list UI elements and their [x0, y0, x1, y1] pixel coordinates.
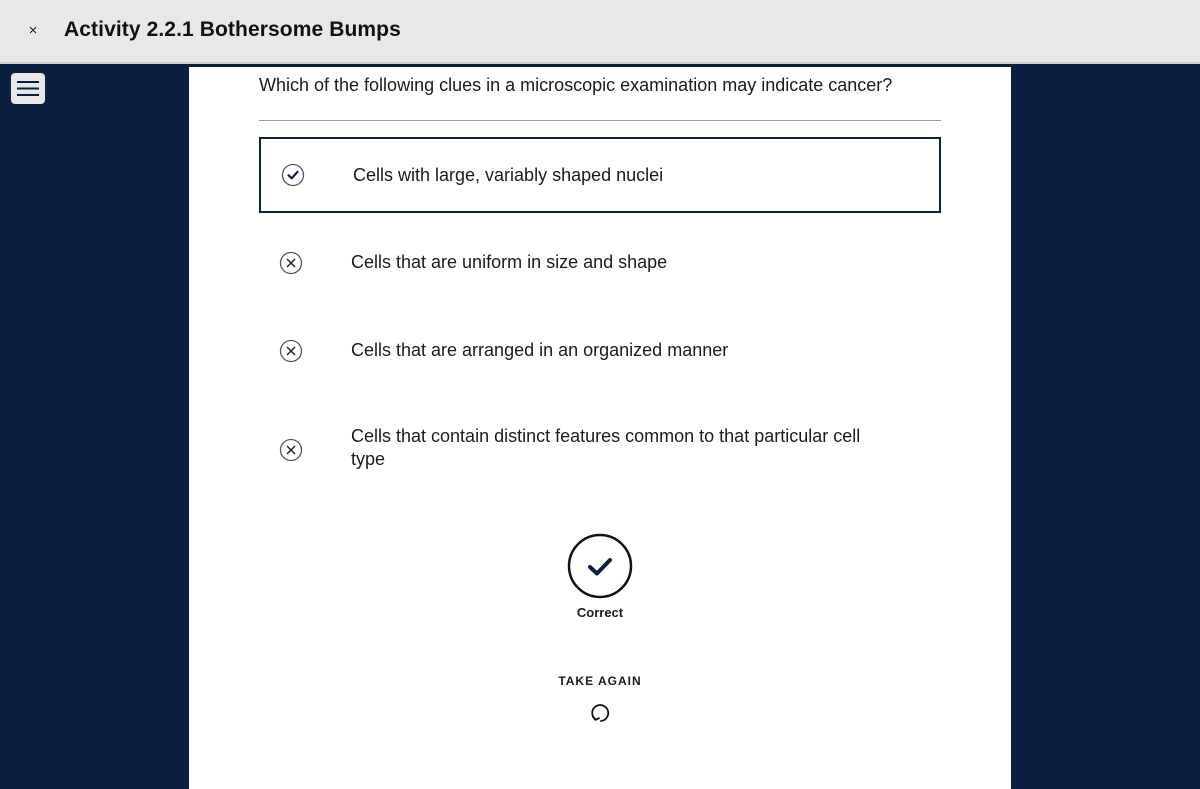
question-text: Which of the following clues in a microscopic examination may indicate cancer?: [259, 75, 893, 95]
retry-icon[interactable]: [587, 700, 613, 726]
answer-option-3[interactable]: [259, 315, 941, 387]
hamburger-menu-icon: [11, 73, 45, 104]
answer-option-label: Cells that contain distinct features common to that particular cell type: [351, 426, 861, 469]
answer-option-4[interactable]: [259, 403, 941, 487]
x-circle-icon: [279, 438, 303, 462]
answer-option-2[interactable]: [259, 227, 941, 299]
x-circle-icon: [279, 251, 303, 275]
answer-option-label: Cells with large, variably shaped nuclei: [353, 165, 664, 185]
take-again-button[interactable]: TAKE AGAIN: [558, 674, 642, 688]
result-label: Correct: [576, 605, 624, 620]
answer-option-label: Cells that are uniform in size and shape: [351, 252, 668, 272]
answer-option-1[interactable]: [259, 137, 941, 213]
menu-button[interactable]: [11, 73, 45, 104]
check-circle-icon: [281, 163, 305, 187]
answer-option-label: Cells that are arranged in an organized manner: [351, 340, 729, 360]
quiz-card: [189, 67, 1011, 789]
close-icon[interactable]: ×: [28, 22, 38, 39]
check-circle-icon: [567, 533, 633, 599]
page-title: Activity 2.2.1 Bothersome Bumps: [64, 18, 401, 41]
top-bar: [0, 0, 1200, 64]
divider: [259, 120, 941, 121]
x-circle-icon: [279, 339, 303, 363]
